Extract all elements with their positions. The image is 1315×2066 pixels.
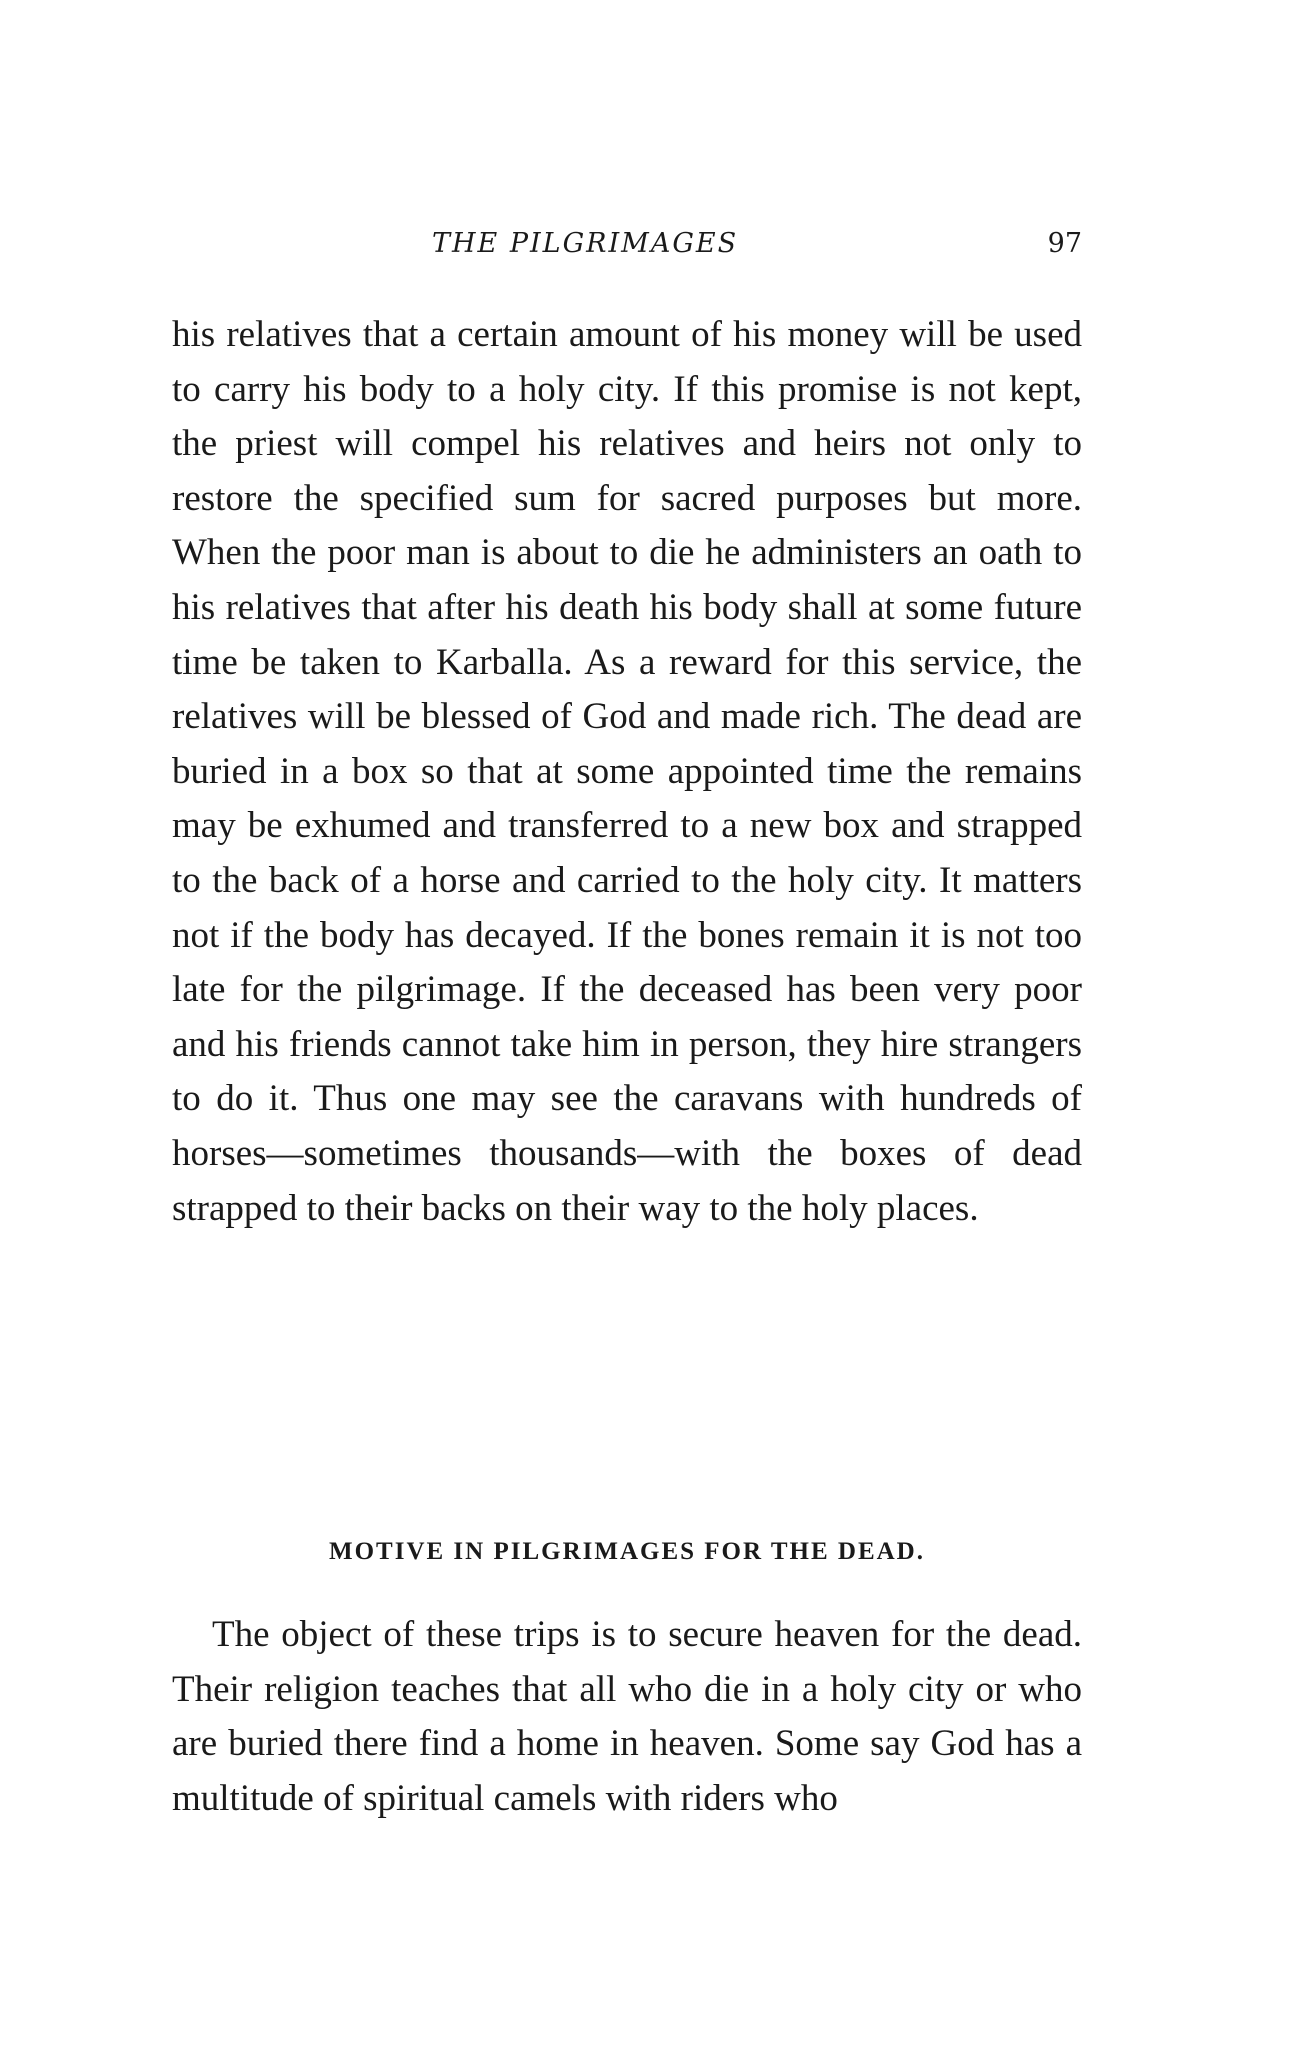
body-paragraph-2: The object of these trips is to secure heaven for the dead. Their religion teaches that all who die in a holy city or who are buried there find a home in heaven. Some say God has a multitude of spiritual camels with riders who: [172, 1614, 1082, 1819]
body-paragraph-1: his relatives that a certain amount of his money will be used to carry his body to a holy city. If this promise is not kept, the priest will compel his relatives and heirs not only to restore the specified sum for sacred purposes but more. When the poor man is about to die he administers an oath to his relatives that after his death his body shall at some future time be taken to Karballa. As a reward for this service, the relatives will be blessed of God and made rich. The dead are buried in a box so that at some appointed time the remains may be exhumed and transferred to a new box and strapped to the back of a horse and carried to the holy city. It matters not if the body has decayed. If the bones remain it is not too late for the pilgrimage. If the deceased has been very poor and his friends cannot take him in person, they hire strangers to do it. Thus one may see the caravans with hundreds of horses—sometimes thousands—with the boxes of dead strapped to their backs on their way to the holy places.: [172, 314, 1082, 1229]
running-head: [172, 228, 1082, 268]
section-heading: MOTIVE IN PILGRIMAGES FOR THE DEAD.: [329, 1538, 925, 1565]
page-number: 97: [1047, 228, 1082, 259]
running-title: THE PILGRIMAGES: [432, 228, 739, 259]
